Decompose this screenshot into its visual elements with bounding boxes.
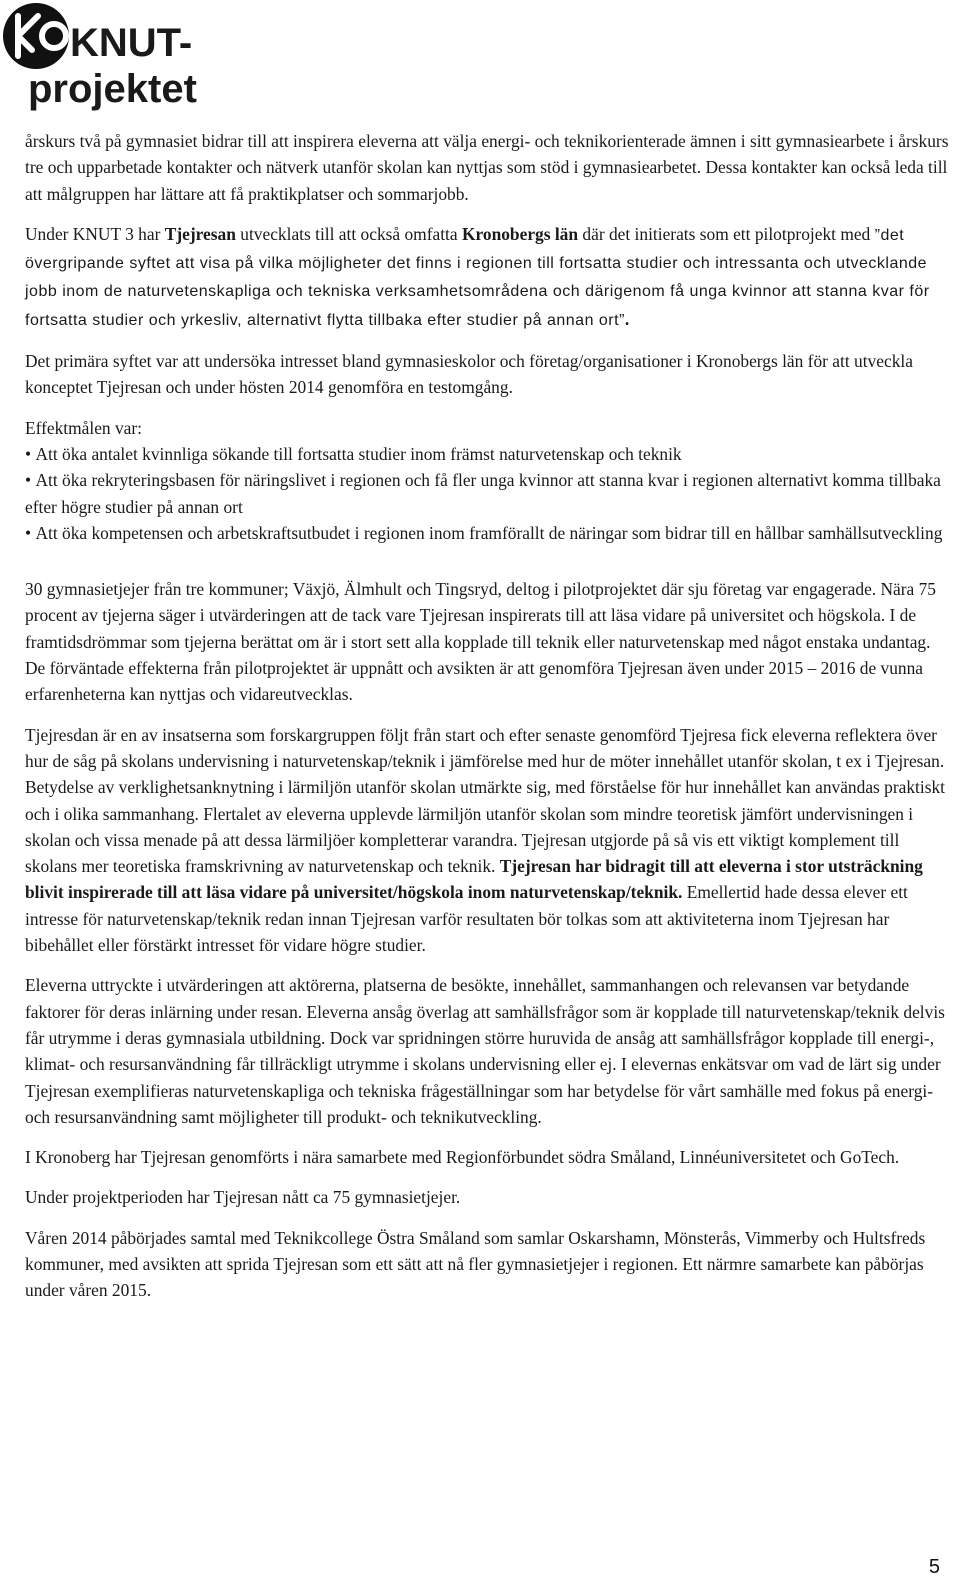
- page-number: 5: [928, 1556, 940, 1578]
- page-body: [25, 128, 950, 1318]
- p2-text-a: Under KNUT 3 har: [25, 223, 165, 244]
- paragraph-9: Våren 2014 påbörjades samtal med Teknikcollege Östra Småland som samlar Oskarshamn, Mönsterås, Vimmerby och Hultsfreds kommuner, med avsikten att sprida Tjejresan som ett sätt att nå fler gymnasietjejer i regionen. Ett närmre samarbete kan påbörjas under våren 2015.: [25, 1227, 926, 1301]
- paragraph-3: Det primära syftet var att undersöka intresset bland gymnasieskolor och företag/organisationer i Kronobergs län för att utveckla konceptet Tjejresan och under hösten 2014 genomföra en testomgång.: [25, 351, 913, 398]
- p2-period: .: [624, 308, 630, 329]
- paragraph-5: [25, 722, 950, 959]
- paragraph-2: [25, 221, 950, 334]
- goals-heading: Effektmålen var:: [25, 417, 143, 438]
- paragraph-7: I Kronoberg har Tjejresan genomförts i nära samarbete med Regionförbundet södra Småland, Linnéuniversitetet och GoTech.: [25, 1147, 900, 1168]
- paragraph-1: årskurs två på gymnasiet bidrar till att inspirera eleverna att välja energi- och teknikorienterade ämnen i sitt gymnasiearbete i årskurs tre och upparbetade kontakter och nätverk utanför skolan kan nyttjas som stöd i gymnasiearbetet. Dessa kontakter kan också leda till att målgruppen har lättare att få praktikplatser och sommarjobb.: [25, 131, 949, 204]
- knut-logo-graphic: [2, 2, 202, 114]
- goals-section: [25, 415, 950, 546]
- p5-text-a: Tjejresdan är en av insatserna som forskargruppen följt från start och efter senaste genomförd Tjejresa fick eleverna reflektera över hur de såg på skolans undervisning i naturvetenskap/teknik i jämförelse med hur de möter innehållet utanför skolan, t ex i Tjejresan. Betydelse av verklighetsanknytning i lärmiljön utanför skolan utmärkte sig, med förståelse för hur innehållet kan användas praktiskt och i olika sammanhang. Flertalet av eleverna upplevde lärmiljön utanför skolan som mindre teoretisk jämfört undervisningen i skolan och vissa menade på att dessa lärmiljöer kompletterar varandra. Tjejresan utgjorde på så vis ett viktigt komplement till skolans mer teoretiska framskrivning av naturvetenskap och teknik.: [25, 724, 946, 877]
- logo-line2: projektet: [28, 67, 197, 111]
- goal-item-3: • Att öka kompetensen och arbetskraftsutbudet i regionen inom framförallt de näringar som bidrar till en hållbar samhällsutveckling: [25, 520, 950, 546]
- p2-bold-kronobergs: Kronobergs län: [461, 223, 579, 244]
- p5-text-c: Emellertid hade dessa elever ett intresse för naturvetenskap/teknik redan innan Tjejresan varför resultaten bör tolkas som att aktiviteterna inom Tjejresan har bibehållet eller förstärkt intresset för vidare högre studier.: [25, 882, 908, 956]
- p2-text-c: utvecklats till att också omfatta: [235, 223, 462, 244]
- paragraph-6: Eleverna uttryckte i utvärderingen att aktörerna, platserna de besökte, innehållet, sammanhangen och relevansen var betydande faktorer för deras inlärning under resan. Eleverna ansåg överlag att samhällsfrågor som är kopplade till naturvetenskap/teknik delvis får utrymme i deras gymnasiala utbildning. Dock var spridningen större huruvida de ansåg att samhällsfrågor kopplade till energi-, klimat- och resursanvändning får tillräckligt utrymme i skolans undervisning eller ej. I elevernas enkätsvar om vad de lärt sig under Tjejresan exemplifieras naturvetenskapliga och tekniska frågeställningar som har betydelse för vårt samhälle med fokus på energi- och resursanvändning samt möjligheter till produkt- och teknikutveckling.: [25, 975, 945, 1127]
- p5-bold-conclusion: Tjejresan har bidragit till att eleverna i stor utsträckning blivit inspirerade till att läsa vidare på universitet/högskola inom naturvetenskap/teknik.: [25, 856, 923, 903]
- logo-line1: KNUT-: [70, 21, 193, 65]
- goal-item-1: • Att öka antalet kvinnliga sökande till fortsatta studier inom främst naturvetenskap och teknik: [25, 441, 950, 467]
- p2-bold-tjejresan: Tjejresan: [164, 223, 236, 244]
- p2-quote: ”det övergripande syftet att visa på vilka möjligheter det finns i regionen till fortsatta studier och intressanta och utvecklande jobb inom de naturvetenskapliga och tekniska verksamhetsområdena och därigenom få unga kvinnor att stanna kvar för fortsatta studier och yrkesliv, alternativt flytta tillbaka efter studier på annan ort”: [25, 226, 930, 329]
- paragraph-4: 30 gymnasietjejer från tre kommuner; Växjö, Älmhult och Tingsryd, deltog i pilotprojektet där sju företag var engagerade. Nära 75 procent av tjejerna säger i utvärderingen att de tack vare Tjejresan inspirerats till att läsa vidare på universitet och högskola. I de framtidsdrömmar som tjejerna berättat om är i stort sett alla kopplade till teknik eller naturvetenskap med något enstaka undantag. De förväntade effekterna från pilotprojektet är uppnått och avsikten är att genomföra Tjejresan även under 2015 – 2016 de vunna erfarenheterna kan nyttjas och vidareutvecklas.: [25, 579, 937, 705]
- paragraph-8: Under projektperioden har Tjejresan nått ca 75 gymnasietjejer.: [25, 1187, 461, 1208]
- goal-item-2: • Att öka rekryteringsbasen för näringslivet i regionen och få fler unga kvinnor att stanna kvar i regionen alternativt komma tillbaka efter högre studier på annan ort: [25, 467, 950, 520]
- p2-text-e: där det initierats som ett pilotprojekt med: [578, 223, 875, 244]
- knut-logo: [2, 2, 202, 114]
